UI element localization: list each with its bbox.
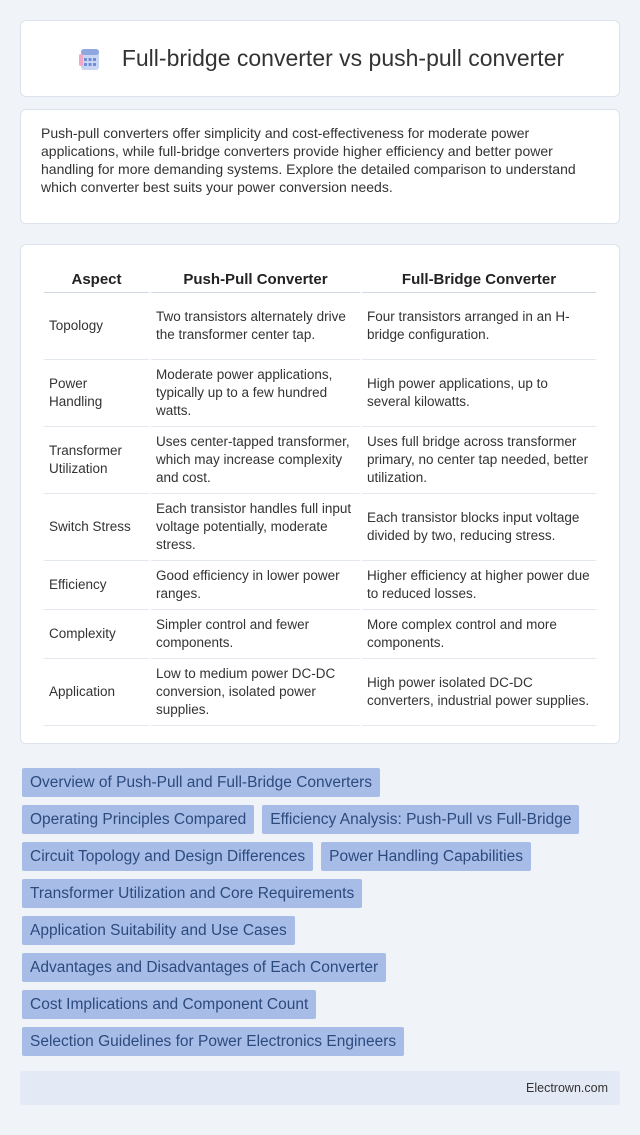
full-bridge-cell: Four transistors arranged in an H-bridge configuration. [361,293,597,360]
topic-tag-operating-principles[interactable]: Operating Principles Compared [22,805,254,834]
table-row [43,494,597,561]
table-row [43,561,597,610]
full-bridge-cell: More complex control and more components. [361,610,597,659]
aspect-cell: Complexity [43,610,150,659]
full-bridge-cell: High power applications, up to several kilowatts. [361,360,597,427]
aspect-cell: Efficiency [43,561,150,610]
aspect-cell: Power Handling [43,360,150,427]
tag-row [22,1027,622,1056]
intro-text: Push-pull converters offer simplicity and cost-effectiveness for moderate power applications, while full-bridge converters provide higher efficiency and better power handling for more demanding systems. Explore the detailed comparison to understand which converter best suits your power conversion needs. [41,125,576,195]
topic-tag-overview[interactable]: Overview of Push-Pull and Full-Bridge Converters [22,768,380,797]
topic-tag-efficiency-analysis[interactable]: Efficiency Analysis: Push-Pull vs Full-Bridge [262,805,579,834]
push-pull-cell: Good efficiency in lower power ranges. [150,561,361,610]
tag-row [22,805,622,834]
push-pull-cell: Low to medium power DC-DC conversion, isolated power supplies. [150,659,361,726]
table-row [43,427,597,494]
table-row [43,360,597,427]
tag-row [22,879,622,908]
aspect-cell: Application [43,659,150,726]
header-aspect: Aspect [43,265,150,293]
table-header-row [43,265,597,293]
table-row [43,610,597,659]
full-bridge-cell: Each transistor blocks input voltage divided by two, reducing stress. [361,494,597,561]
full-bridge-cell: High power isolated DC-DC converters, industrial power supplies. [361,659,597,726]
topic-tag-advantages-disadvantages[interactable]: Advantages and Disadvantages of Each Converter [22,953,386,982]
full-bridge-cell: Uses full bridge across transformer primary, no center tap needed, better utilization. [361,427,597,494]
full-bridge-cell: Higher efficiency at higher power due to reduced losses. [361,561,597,610]
tag-row [22,953,622,982]
comparison-table-card [20,244,620,744]
page-title: Full-bridge converter vs push-pull converter [121,45,565,71]
tag-row [22,990,622,1019]
aspect-cell: Transformer Utilization [43,427,150,494]
tag-row [22,916,622,945]
comparison-table [43,265,597,726]
topic-tag-circuit-topology[interactable]: Circuit Topology and Design Differences [22,842,313,871]
tag-row [22,842,622,871]
aspect-cell: Topology [43,293,150,360]
header-push-pull: Push-Pull Converter [150,265,361,293]
topic-tag-application-suitability[interactable]: Application Suitability and Use Cases [22,916,295,945]
footer [20,1071,620,1105]
topic-tags [22,768,622,1064]
tag-row [22,768,622,797]
table-row [43,659,597,726]
intro-card [20,109,620,224]
push-pull-cell: Moderate power applications, typically up to a few hundred watts. [150,360,361,427]
push-pull-cell: Each transistor handles full input voltage potentially, moderate stress. [150,494,361,561]
title-card [20,20,620,97]
footer-site-link[interactable]: Electrown.com [526,1081,608,1095]
table-row [43,293,597,360]
push-pull-cell: Two transistors alternately drive the transformer center tap. [150,293,361,360]
topic-tag-transformer-utilization[interactable]: Transformer Utilization and Core Requirements [22,879,362,908]
push-pull-cell: Uses center-tapped transformer, which may increase complexity and cost. [150,427,361,494]
header-full-bridge: Full-Bridge Converter [361,265,597,293]
topic-tag-selection-guidelines[interactable]: Selection Guidelines for Power Electronics Engineers [22,1027,404,1056]
document-grid-icon [76,45,104,73]
topic-tag-power-handling[interactable]: Power Handling Capabilities [321,842,531,871]
topic-tag-cost-implications[interactable]: Cost Implications and Component Count [22,990,316,1019]
aspect-cell: Switch Stress [43,494,150,561]
push-pull-cell: Simpler control and fewer components. [150,610,361,659]
